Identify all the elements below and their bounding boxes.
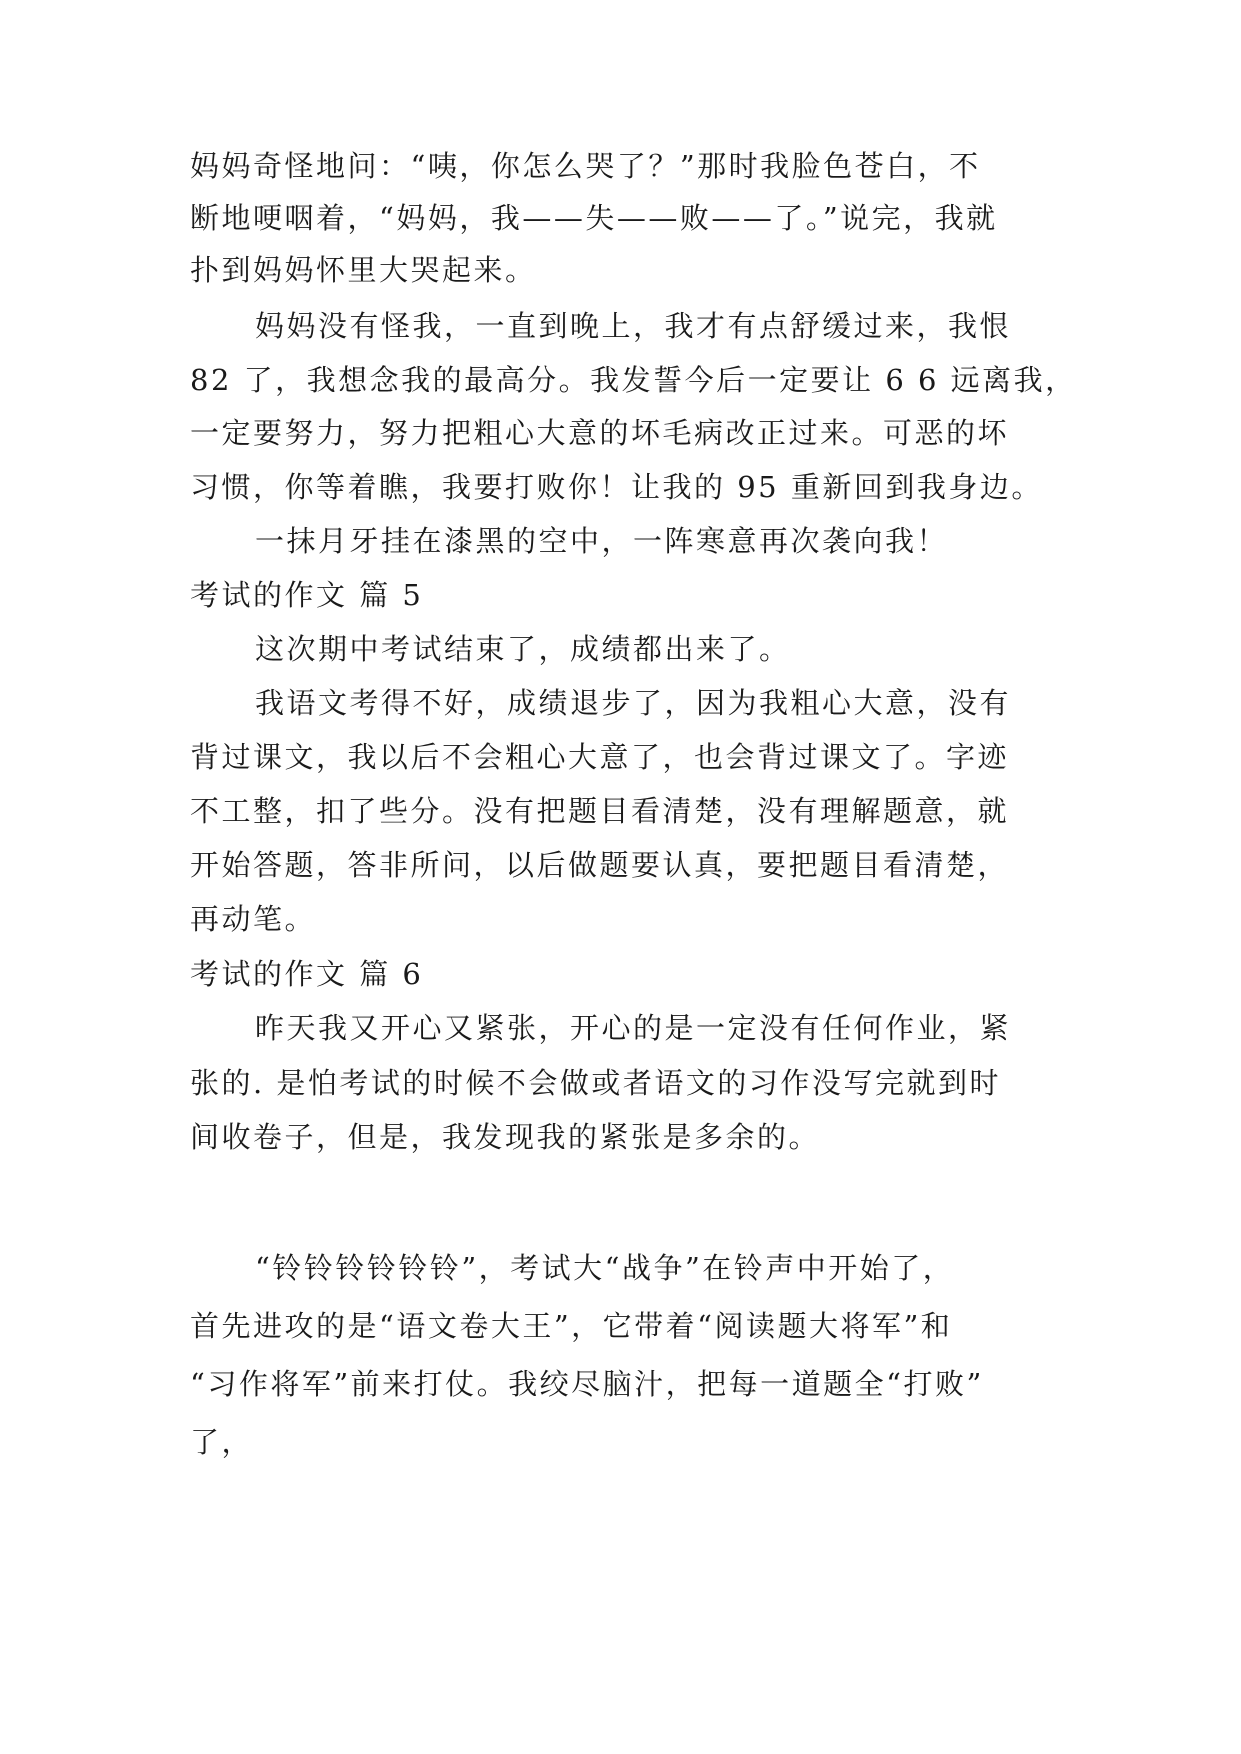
paragraph-line: 张的. 是怕考试的时候不会做或者语文的习作没写完就到时 — [190, 1066, 1001, 1100]
paragraph-line: 断地哽咽着，“妈妈，我——失——败——了。”说完，我就 — [190, 201, 998, 235]
paragraph-line: 昨天我又开心又紧张，开心的是一定没有任何作业，紧 — [255, 1011, 1012, 1045]
paragraph-line: 不工整，扣了些分。没有把题目看清楚，没有理解题意，就 — [190, 794, 1010, 828]
paragraph-line: 习惯，你等着瞧，我要打败你！让我的 95 重新回到我身边。 — [190, 470, 1043, 504]
paragraph-line: 妈妈没有怪我，一直到晚上，我才有点舒缓过来，我恨 — [255, 309, 1012, 343]
paragraph-line: 妈妈奇怪地问：“咦，你怎么哭了？”那时我脸色苍白，不 — [190, 149, 981, 183]
paragraph-line: 一定要努力，努力把粗心大意的坏毛病改正过来。可恶的坏 — [190, 416, 1010, 450]
paragraph-line: 了， — [190, 1425, 254, 1459]
paragraph-line: 扑到妈妈怀里大哭起来。 — [190, 253, 537, 287]
paragraph-line: 82 了，我想念我的最高分。我发誓今后一定要让 6 6 远离我， — [190, 363, 1077, 397]
paragraph-line: 开始答题，答非所问，以后做题要认真，要把题目看清楚， — [190, 848, 1010, 882]
section-heading: 考试的作文 篇 5 — [190, 578, 424, 612]
paragraph-line: “习作将军”前来打仗。我绞尽脑汁，把每一道题全“打败” — [190, 1367, 984, 1401]
paragraph-line: 间收卷子，但是，我发现我的紧张是多余的。 — [190, 1120, 821, 1154]
paragraph-line: 我语文考得不好，成绩退步了，因为我粗心大意，没有 — [255, 686, 1012, 720]
section-heading: 考试的作文 篇 6 — [190, 957, 424, 991]
paragraph-line: 再动笔。 — [190, 902, 317, 936]
paragraph-line: 背过课文，我以后不会粗心大意了，也会背过课文了。字迹 — [190, 740, 1010, 774]
paragraph-line: 一抹月牙挂在漆黑的空中，一阵寒意再次袭向我！ — [255, 524, 949, 558]
paragraph-line: 这次期中考试结束了，成绩都出来了。 — [255, 632, 791, 666]
paragraph-line: “铃铃铃铃铃铃”，考试大“战争”在铃声中开始了， — [255, 1251, 955, 1285]
paragraph-line: 首先进攻的是“语文卷大王”，它带着“阅读题大将军”和 — [190, 1309, 953, 1343]
